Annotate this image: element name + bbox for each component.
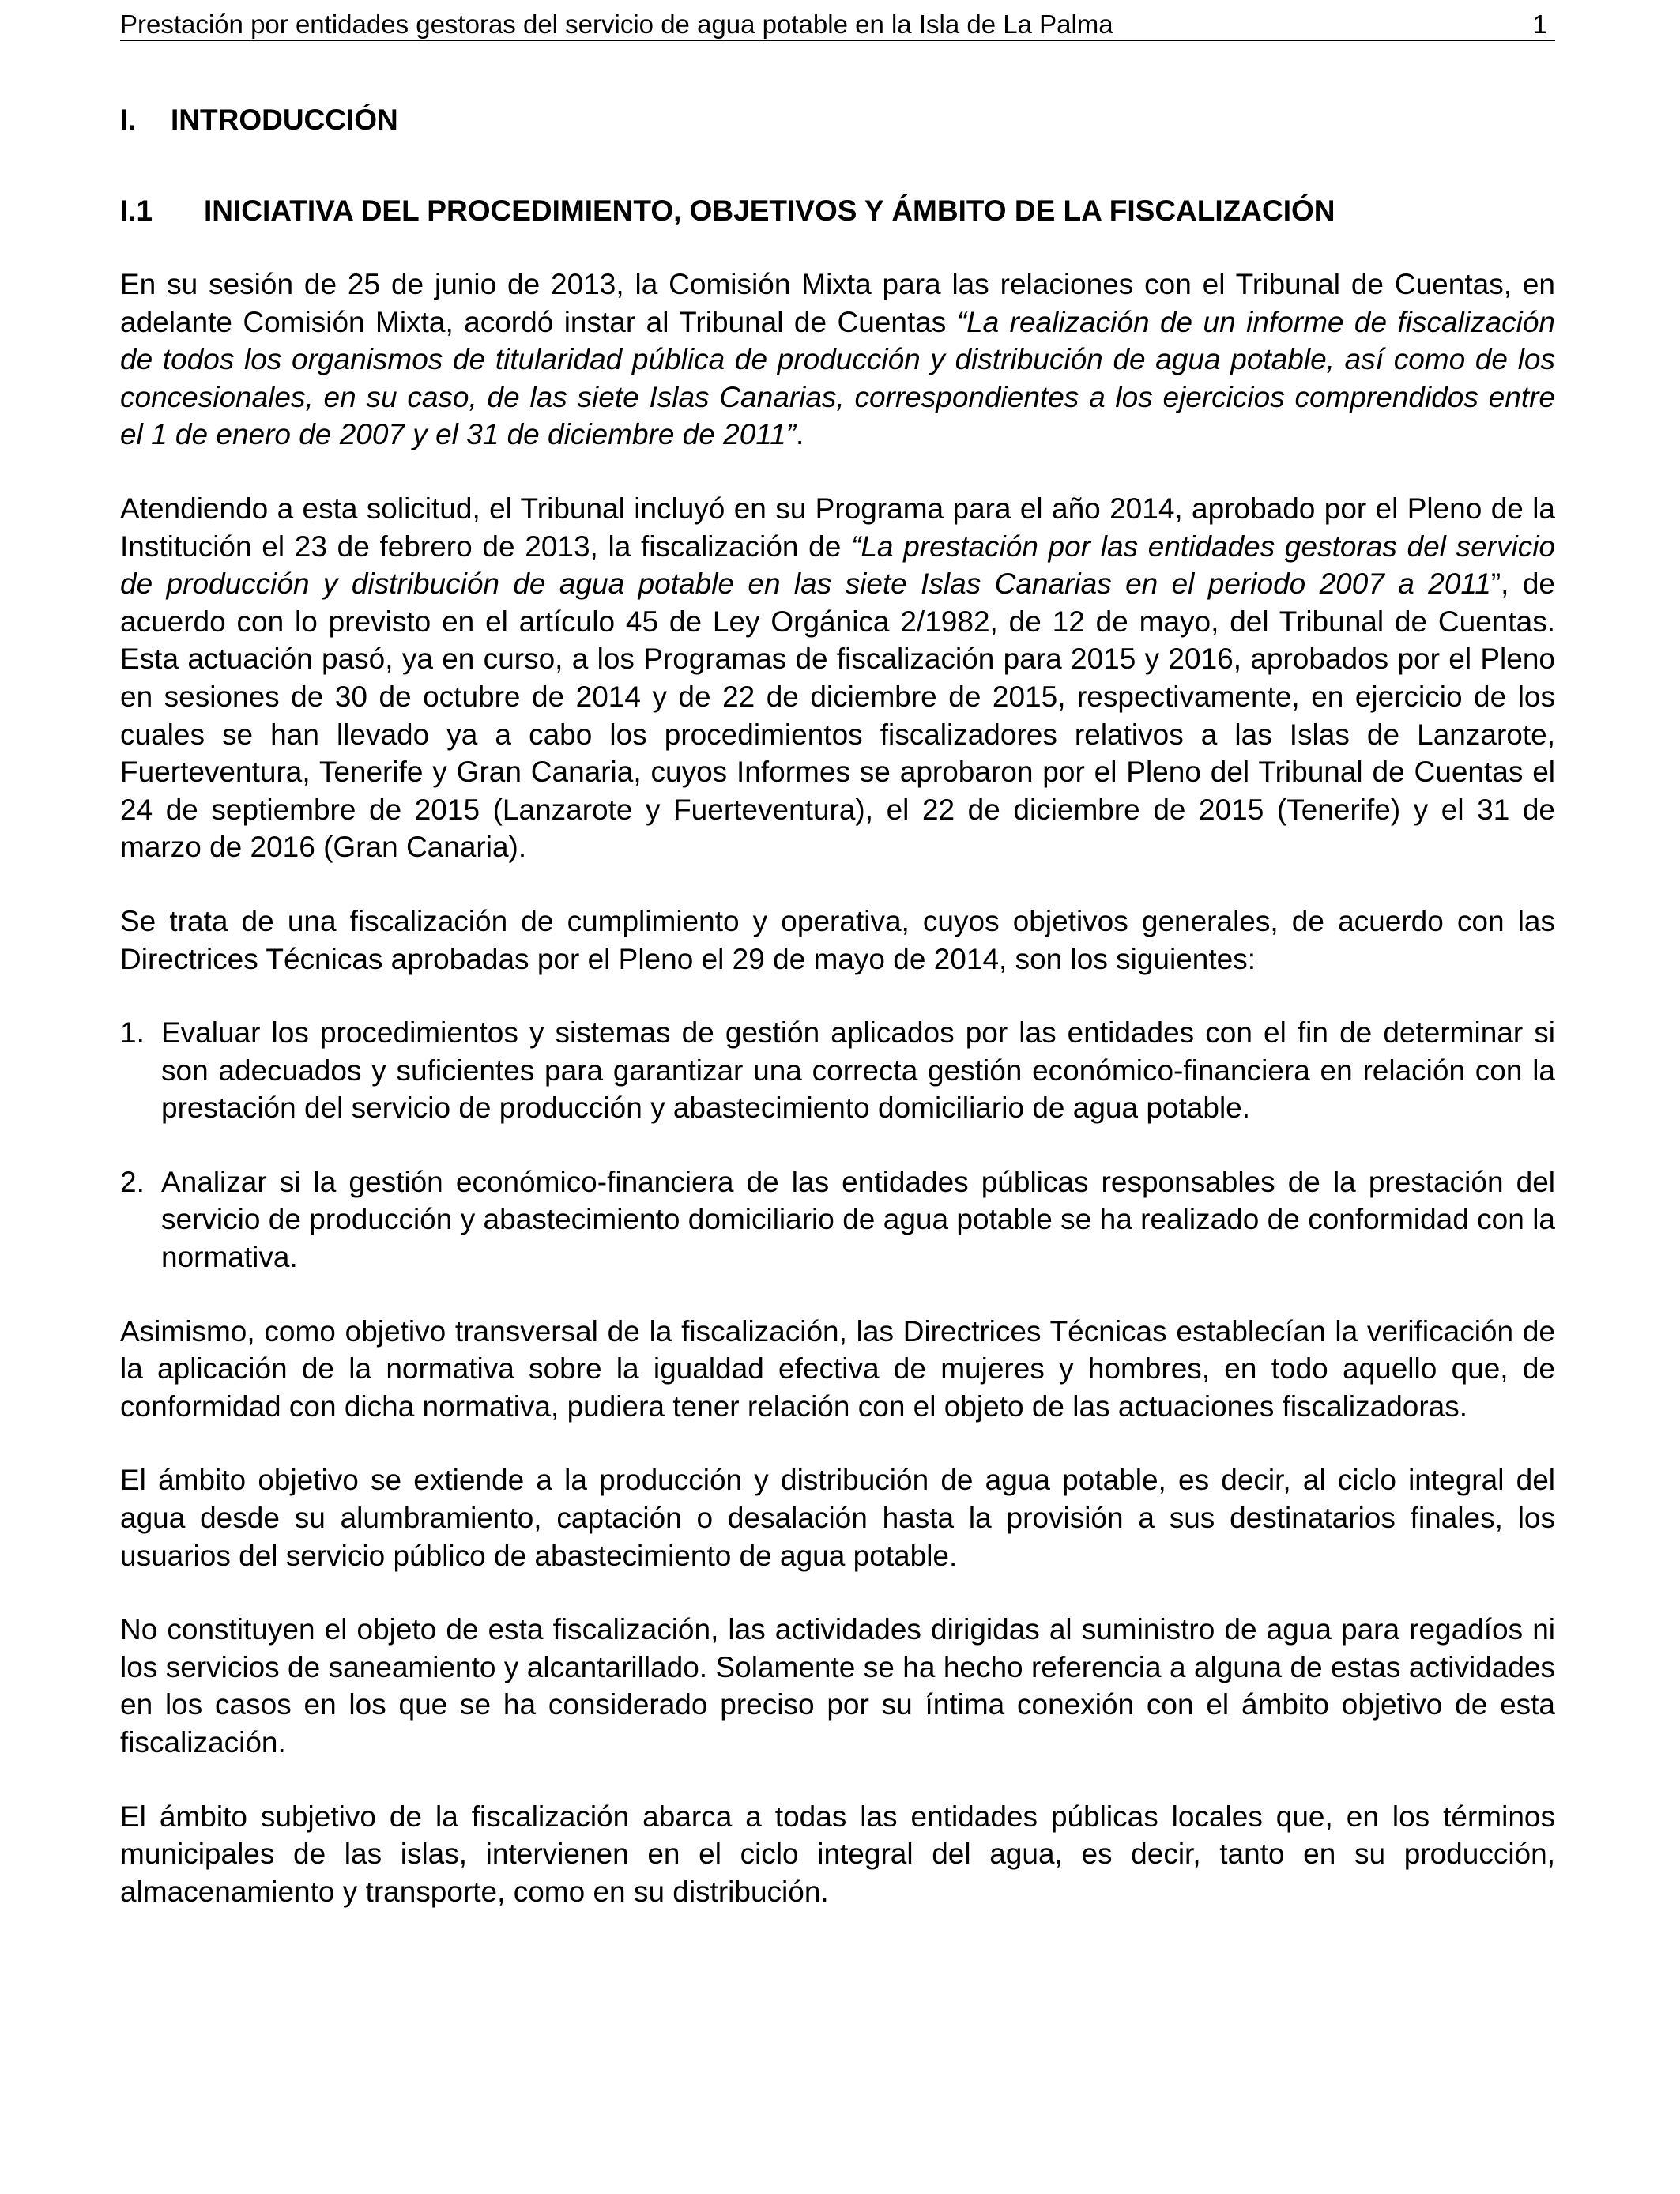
- paragraph-text: Atendiendo a esta solicitud, el Tribunal incluyó en su Programa para el año 2014, aprobado por el Pleno de la Institución el 23 de febrero de 2013, la fiscalización de: [120, 492, 1555, 563]
- section-number: I.: [120, 104, 137, 136]
- paragraph-request: [120, 266, 1555, 454]
- paragraph-transversal-objective: Asimismo, como objetivo transversal de la fiscalización, las Directrices Técnicas establecían la verificación de la aplicación de la normativa sobre la igualdad efectiva de mujeres y hombres, en todo aquello que, de conformidad con dicha normativa, pudiera tener relación con el objeto de las actuaciones fiscalizadoras.: [120, 1314, 1555, 1423]
- list-item: [120, 1014, 1555, 1127]
- header-title: Prestación por entidades gestoras del servicio de agua potable en la Isla de La Palma: [120, 9, 1113, 39]
- paragraph-text: .: [796, 418, 804, 451]
- paragraph-text: En su sesión de 25 de junio de 2013, la Comisión Mixta para las relaciones con el Tribunal de Cuentas, en adelante Comisión Mixta, acordó instar al Tribunal de Cuentas: [120, 268, 1555, 338]
- running-header: [120, 6, 1555, 41]
- subsection-heading: [120, 194, 1335, 228]
- paragraph-objectives-intro: Se trata de una fiscalización de cumplimiento y operativa, cuyos objetivos generales, de acuerdo con las Directrices Técnicas aprobadas por el Pleno el 29 de mayo de 2014, son los siguientes:: [120, 904, 1555, 975]
- paragraph-programme: [120, 490, 1555, 866]
- section-heading: [120, 103, 398, 138]
- quoted-title: “La prestación por las entidades gestoras del servicio de producción y distribución de agua potable en las siete Islas Canarias en el periodo 2007 a 2011: [120, 530, 1556, 601]
- objectives-list: [120, 1014, 1555, 1276]
- paragraph-text: ”, de acuerdo con lo previsto en el artículo 45 de Ley Orgánica 2/1982, de 12 de mayo, del Tribunal de Cuentas. Esta actuación pasó, ya en curso, a los Programas de fiscalización para 2015 y 2016, aprobados por el Pleno en sesiones de 30 de octubre de 2014 y de 22 de diciembre de 2015, respectivamente, en ejercicio de los cuales se han llevado ya a cabo los procedimientos fiscalizadores relativos a las Islas de Lanzarote, Fuerteventura, Tenerife y Gran Canaria, cuyos Informes se aprobaron por el Pleno del Tribunal de Cuentas el 24 de septiembre de 2015 (Lanzarote y Fuerteventura), el 22 de diciembre de 2015 (Tenerife) y el 31 de marzo de 2016 (Gran Canaria).: [120, 567, 1555, 864]
- list-item-text: Analizar si la gestión económico-financiera de las entidades públicas responsables de la prestación del servicio de producción y abastecimiento domiciliario de agua potable se ha realizado de conformidad con la normativa.: [161, 1165, 1555, 1274]
- paragraph-subjective-scope: El ámbito subjetivo de la fiscalización abarca a todas las entidades públicas locales que, en los términos municipales de las islas, intervienen en el ciclo integral del agua, es decir, tanto en su producción, almacenamiento y transporte, como en su distribución.: [120, 1800, 1555, 1908]
- document-body: [120, 266, 1555, 1947]
- list-item: [120, 1163, 1555, 1276]
- paragraph-exclusions: No constituyen el objeto de esta fiscalización, las actividades dirigidas al suministro de agua para regadíos ni los servicios de saneamiento y alcantarillado. Solamente se ha hecho referencia a alguna de estas actividades en los casos en los que se ha considerado preciso por su íntima conexión con el ámbito objetivo de esta fiscalización.: [120, 1613, 1555, 1759]
- paragraph-objective-scope: El ámbito objetivo se extiende a la producción y distribución de agua potable, es decir, al ciclo integral del agua desde su alumbramiento, captación o desalación hasta la provisión a sus destinatarios finales, los usuarios del servicio público de abastecimiento de agua potable.: [120, 1464, 1555, 1572]
- list-item-text: Evaluar los procedimientos y sistemas de gestión aplicados por las entidades con el fin de determinar si son adecuados y suficientes para garantizar una correcta gestión económico-financiera en relación con la prestación del servicio de producción y abastecimiento domiciliario de agua potable.: [161, 1016, 1555, 1125]
- list-marker: 1.: [120, 1016, 145, 1050]
- list-marker: 2.: [120, 1165, 145, 1198]
- page-number: 1: [1532, 9, 1547, 39]
- quoted-request: “La realización de un informe de fiscalización de todos los organismos de titularidad pública de producción y distribución de agua potable, así como de los concesionales, en su caso, de las siete Islas Canarias, correspondientes a los ejercicios comprendidos entre el 1 de enero de 2007 y el 31 de diciembre de 2011”: [120, 305, 1555, 451]
- section-title: INTRODUCCIÓN: [171, 104, 398, 136]
- subsection-title: INICIATIVA DEL PROCEDIMIENTO, OBJETIVOS Y ÁMBITO DE LA FISCALIZACIÓN: [204, 194, 1335, 227]
- subsection-number: I.1: [120, 194, 153, 227]
